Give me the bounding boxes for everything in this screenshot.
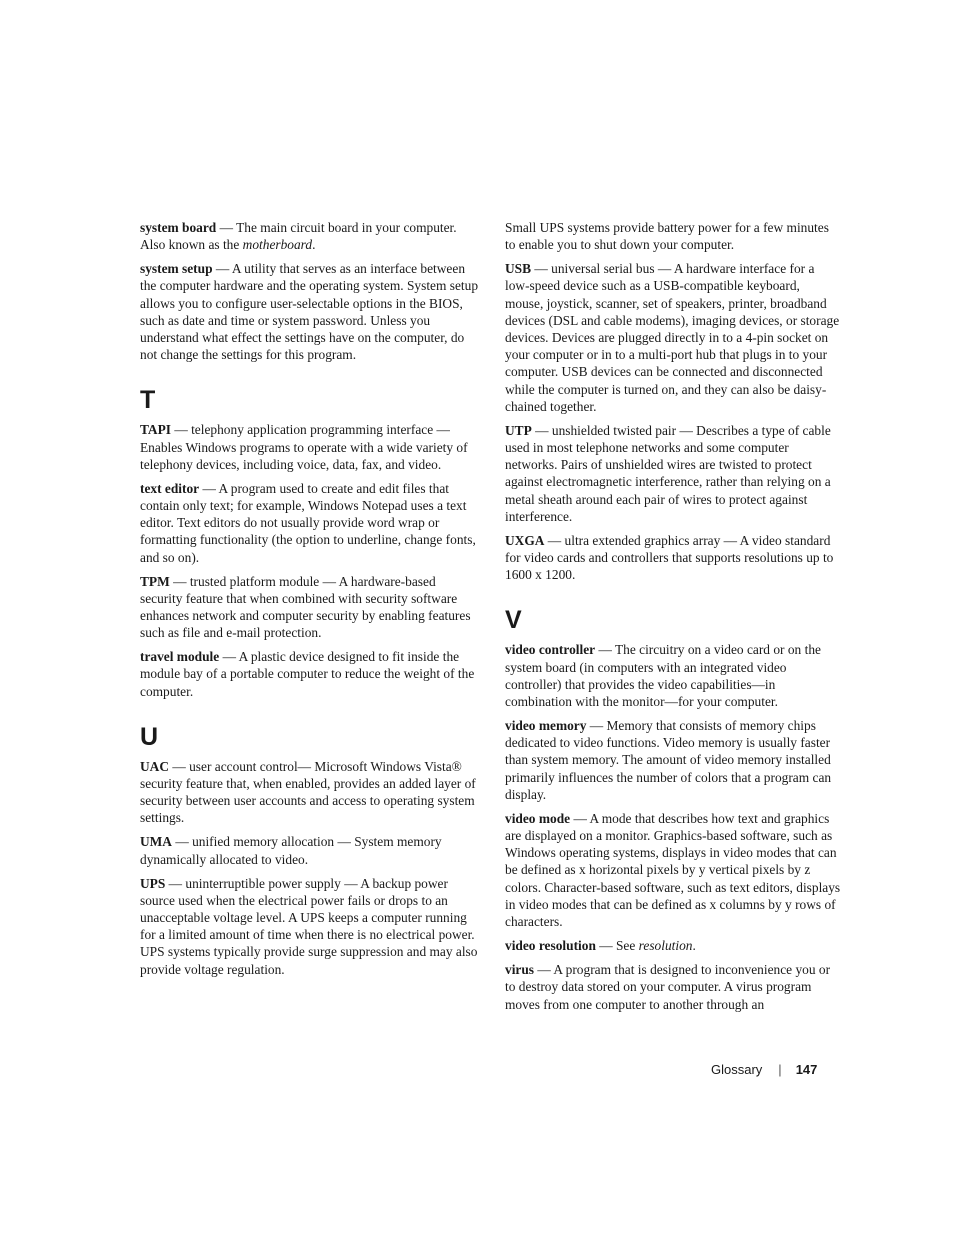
glossary-entry xyxy=(505,810,841,930)
glossary-term: system board xyxy=(140,220,217,235)
glossary-term: TAPI xyxy=(140,422,171,438)
glossary-definition: — A utility that serves as an interface between the computer hardware and the operating system. System setup allows you to configure user-selectable options in the BIOS, such as date and time or system password. Unless you understand what effect the settings have on the computer, do not change the settings for this program. xyxy=(140,261,479,363)
glossary-entry xyxy=(140,421,480,473)
glossary-definition: — A mode that describes how text and graphics are displayed on a monitor. Graphics-based software, such as Windows operating systems, displays in video modes that can be defined as x horizontal pixels by y vertical pixels by z colors. Character-based software, such as text editors, displays in video modes that can be defined as x columns by y rows of characters. xyxy=(505,810,841,930)
glossary-entry xyxy=(505,532,841,584)
page-footer xyxy=(711,1062,817,1077)
glossary-definition: — A program used to create and edit files that contain only text; for example, Windows Notepad uses a text editor. Text editors do not usually provide word wrap or formatting functionality (the option to underline, change fonts, and so on). xyxy=(140,480,476,565)
glossary-entry xyxy=(505,961,841,1013)
glossary-term: video resolution xyxy=(505,938,596,954)
glossary-column-right xyxy=(505,219,841,1020)
glossary-definition: — trusted platform module — A hardware-based security feature that when combined with security software enhances network and computer security by enabling features such as file and e-mail protection. xyxy=(140,573,471,641)
glossary-definition: — A program that is designed to inconvenience you or to destroy data stored on your computer. A virus program moves from one computer to another through an xyxy=(505,962,831,1012)
section-heading: V xyxy=(505,606,522,635)
glossary-definition: — ultra extended graphics array — A video standard for video cards and controllers that supports resolutions up to 1600 x 1200. xyxy=(505,532,834,583)
glossary-definition: — The main circuit board in your computer. Also known as the xyxy=(140,220,457,253)
glossary-column-left xyxy=(140,219,480,985)
glossary-entry xyxy=(140,833,480,867)
glossary-definition: — Memory that consists of memory chips dedicated to video functions. Video memory is usually faster than system memory. The amount of video memory installed primarily influences the number of colors that a program can display. xyxy=(505,718,832,802)
footer-section: Glossary xyxy=(711,1062,763,1077)
glossary-crossref: motherboard xyxy=(242,237,313,253)
glossary-term: virus xyxy=(505,962,535,978)
glossary-term: UTP xyxy=(505,422,532,438)
glossary-term: TPM xyxy=(140,573,170,589)
glossary-entry xyxy=(140,648,480,700)
glossary-definition: — unshielded twisted pair — Describes a type of cable used in most telephone networks and some computer networks. Pairs of unshielded wires are twisted to protect against electromagnetic interference, rather than relying on a metal sheath around each pair of wires to protect against interference. xyxy=(505,422,831,524)
glossary-term: system setup xyxy=(140,261,213,277)
glossary-entry xyxy=(140,758,480,827)
glossary-definition: — The circuitry on a video card or on the system board (in computers with an integrated video controller) that provides the video capabilities—in combination with the monitor—for your computer. xyxy=(505,642,821,710)
glossary-entry xyxy=(140,875,480,978)
glossary-term: video memory xyxy=(505,718,587,734)
glossary-term: travel module xyxy=(140,649,220,665)
glossary-entry xyxy=(505,422,841,525)
glossary-entry xyxy=(505,219,841,253)
glossary-term: text editor xyxy=(140,480,200,496)
glossary-definition: — uninterruptible power supply — A backup power source used when the electrical power fails or drops to an unacceptable voltage level. A UPS keeps a computer running for a limited amount of time when there is no electrical power. UPS systems typically provide surge suppression and may also provide voltage regulation. xyxy=(140,875,478,977)
glossary-definition: — user account control— Microsoft Windows Vista® security feature that, when enabled, provides an added layer of security between user accounts and access to operating system settings. xyxy=(140,758,476,826)
glossary-entry xyxy=(505,641,841,710)
glossary-crossref: resolution xyxy=(638,938,693,954)
glossary-entry xyxy=(505,260,841,415)
glossary-term: video controller xyxy=(505,642,596,658)
glossary-entry xyxy=(140,480,480,566)
glossary-term: UMA xyxy=(140,834,172,850)
glossary-definition: — unified memory allocation — System memory dynamically allocated to video. xyxy=(140,834,442,867)
glossary-term: video mode xyxy=(505,810,571,826)
glossary-entry xyxy=(505,717,841,803)
page-number: 147 xyxy=(795,1062,818,1077)
section-heading: U xyxy=(140,722,159,751)
glossary-tail: . xyxy=(312,237,316,253)
glossary-definition: — See xyxy=(595,938,639,954)
glossary-entry xyxy=(140,260,480,363)
glossary-definition: — A plastic device designed to fit inside the module bay of a portable computer to reduce the weight of the computer. xyxy=(140,649,475,699)
glossary-term: UAC xyxy=(140,758,170,774)
glossary-definition: — telephony application programming interface — Enables Windows programs to operate with a wide variety of telephony devices, including voice, data, fax, and video. xyxy=(140,422,468,472)
glossary-entry xyxy=(140,219,480,253)
glossary-definition: Small UPS systems provide battery power for a few minutes to enable you to shut down your computer. xyxy=(505,220,829,253)
glossary-entry xyxy=(140,573,480,642)
glossary-term: USB xyxy=(505,261,532,277)
glossary-term: UPS xyxy=(140,875,166,891)
glossary-entry xyxy=(505,937,841,954)
glossary-definition: — universal serial bus — A hardware interface for a low-speed device such as a USB-compatible keyboard, mouse, joystick, scanner, set of speakers, printer, broadband devices (DSL and cable modems), imaging devices, or storage devices. Devices are plugged directly in to a 4-pin socket on your computer or in to a multi-port hub that plugs in to your computer. USB devices can be connected and disconnected while the computer is turned on, and they can also be daisy-chained together. xyxy=(505,261,840,414)
section-heading: T xyxy=(140,386,156,415)
glossary-term: UXGA xyxy=(505,532,545,548)
glossary-tail: . xyxy=(692,938,696,954)
footer-separator: | xyxy=(778,1062,782,1077)
